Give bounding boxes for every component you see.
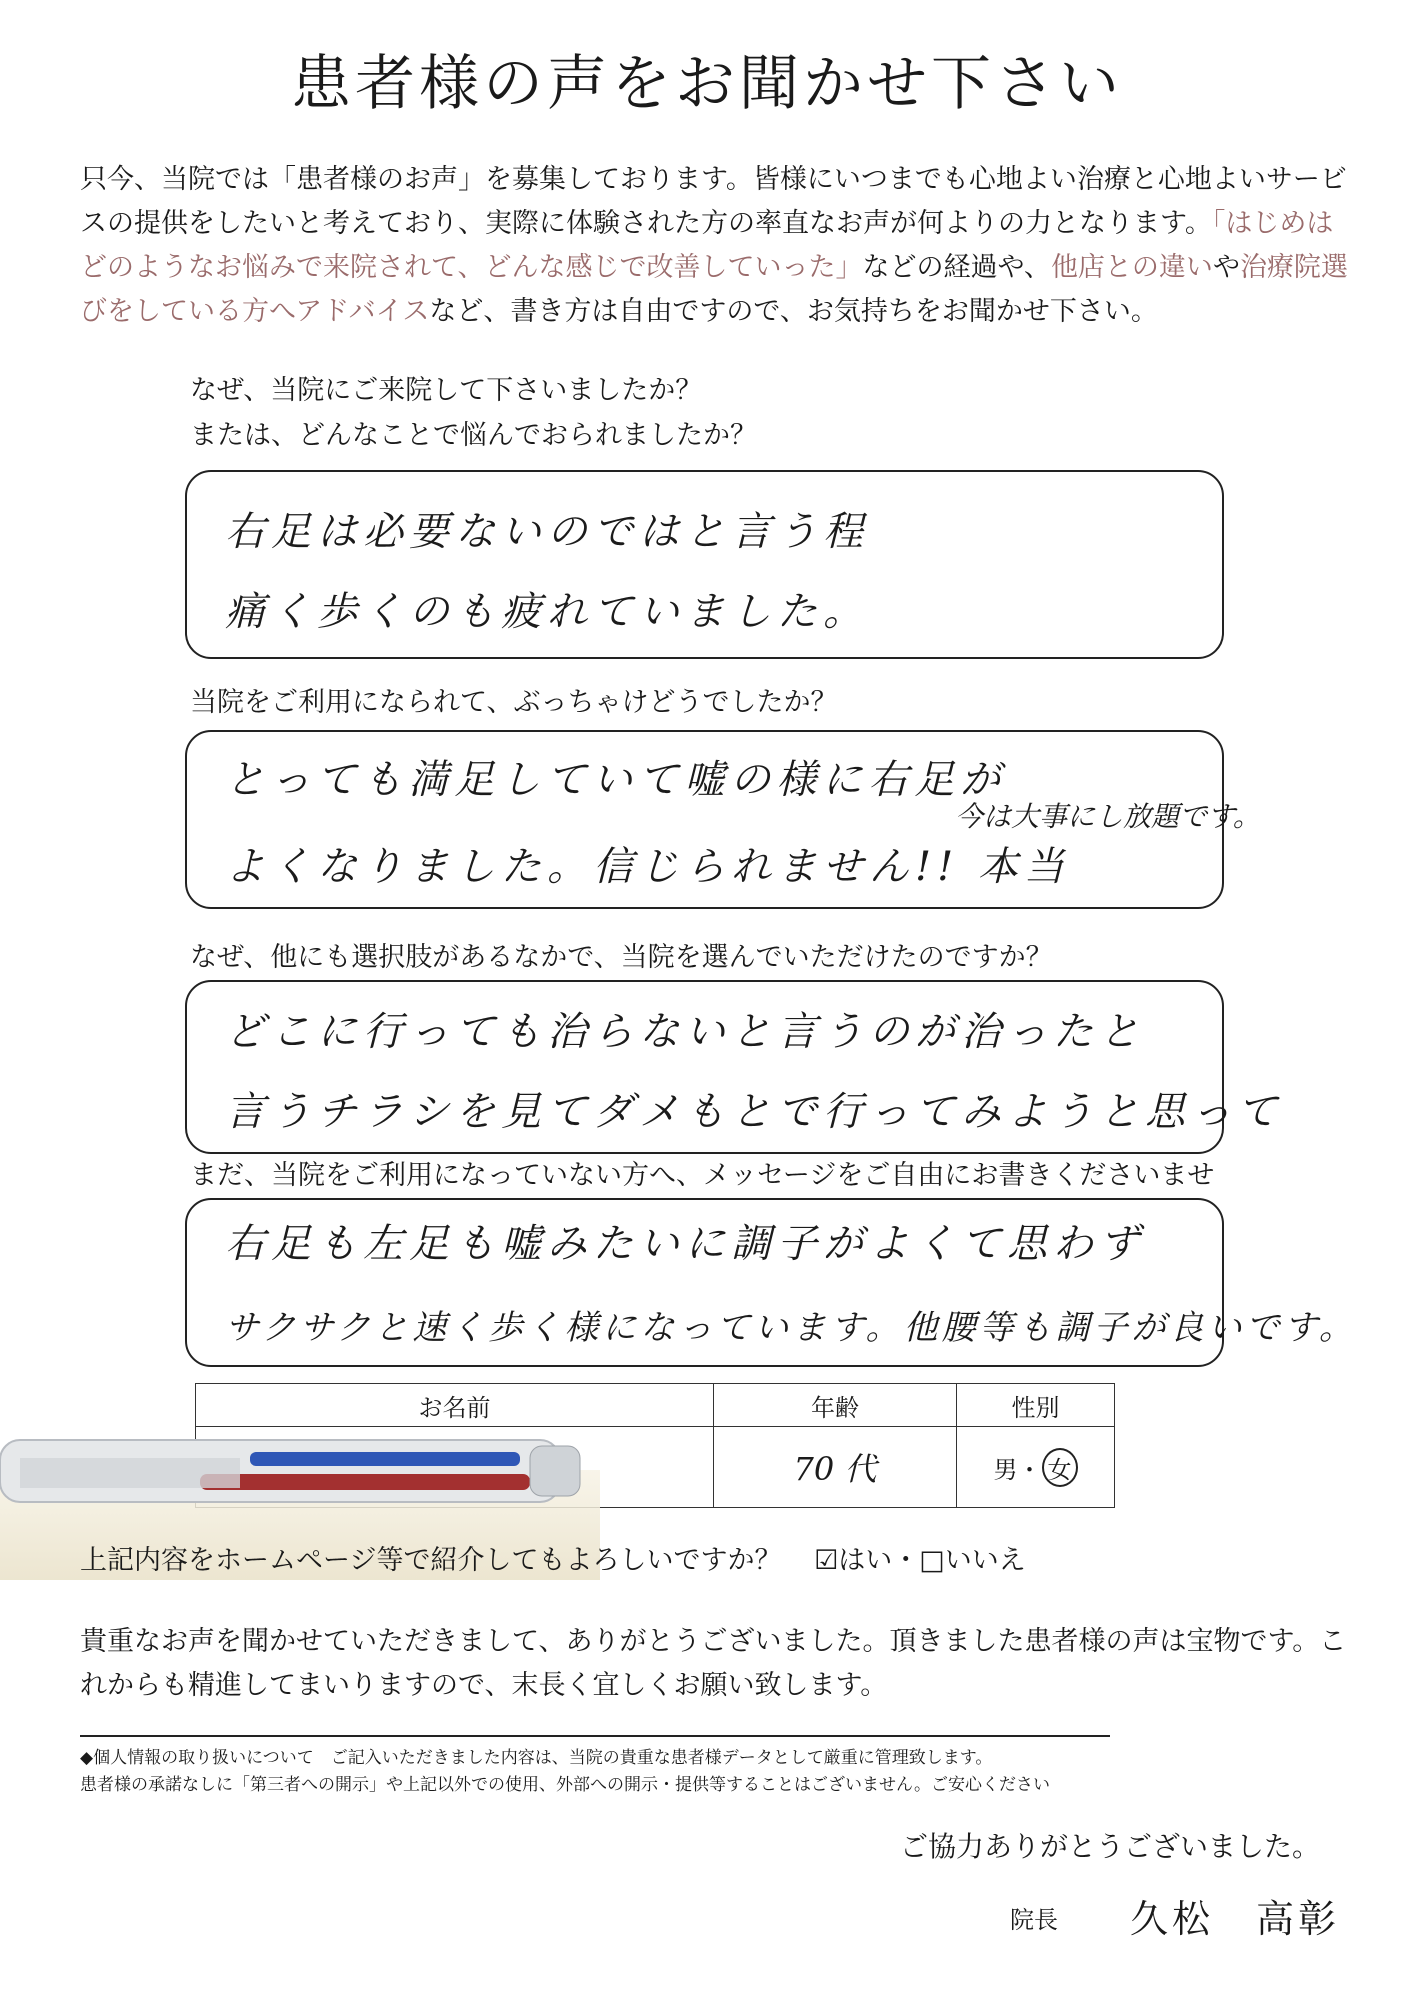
closing-text: ご協力ありがとうございました。	[900, 1830, 1321, 1863]
consent-question: 上記内容をホームページ等で紹介してもよろしいですか？	[80, 1545, 782, 1576]
consent-yes[interactable]: ☑はい	[814, 1545, 893, 1576]
gender-separator: ・	[1017, 1455, 1042, 1484]
name-header: お名前	[196, 1384, 714, 1427]
answer-2-note: 今は大事にし放題です。	[955, 800, 1261, 833]
answer-3-line2: 言うチラシを見てダメもとで行ってみようと思って	[225, 1089, 1283, 1135]
thanks-paragraph: 貴重なお声を聞かせていただきまして、ありがとうございました。頂きました患者様の声は宝物です。これからも精進してまいりますので、末長く宜しくお願い致します。	[80, 1626, 1347, 1701]
intro-text-4: など、書き方は自由ですので、お気持ちをお聞かせ下さい。	[429, 296, 1158, 327]
consent-no[interactable]: □いいえ	[919, 1545, 1026, 1576]
answer-1-line2: 痛く歩くのも疲れていました。	[225, 589, 869, 635]
age-value: 70 代	[793, 1450, 877, 1488]
consent-separator: ・	[892, 1545, 920, 1576]
intro-paragraph	[80, 158, 1360, 334]
answer-3-line1: どこに行っても治らないと言うのが治ったと	[225, 1009, 1145, 1055]
gender-cell[interactable]	[957, 1427, 1115, 1508]
answer-4-line1: 右足も左足も嘘みたいに調子がよくて思わず	[225, 1221, 1145, 1267]
gender-male[interactable]: 男	[993, 1455, 1018, 1484]
answer-1-line1: 右足は必要ないのではと言う程	[225, 509, 869, 555]
intro-highlight-2: 他店との違い	[1050, 252, 1213, 283]
signature-name: 久松 高彰	[1130, 1897, 1341, 1941]
pen-tip	[530, 1446, 580, 1496]
privacy-line-2: 患者様の承諾なしに「第三者への開示」や上記以外での使用、外部への開示・提供等することはございません。ご安心ください	[80, 1775, 1051, 1795]
age-cell[interactable]	[714, 1427, 957, 1508]
question-1-label-line2: または、どんなことで悩んでおられましたか？	[190, 420, 757, 451]
page-title: 患者様の声をお聞かせ下さい	[291, 49, 1123, 119]
privacy-line-1: ◆個人情報の取り扱いについて ご記入いただきました内容は、当院の貴重な患者様データとして厳重に管理致します。	[80, 1748, 993, 1768]
pen-blue-refill	[250, 1452, 520, 1466]
intro-highlight-3: 治療院選びをしている方へアドバイス	[80, 252, 1348, 327]
intro-text-3: や	[1212, 252, 1240, 283]
question-1-label-line1: なぜ、当院にご来院して下さいましたか？	[190, 375, 703, 406]
consent-row	[80, 1538, 1026, 1577]
footer-divider	[80, 1735, 1110, 1737]
answer-4-line2: サクサクと速く歩く様になっています。他腰等も調子が良いです。	[225, 1308, 1357, 1348]
pen-grip	[20, 1458, 240, 1488]
signature-role: 院長	[1010, 1906, 1058, 1934]
pen-red-refill	[200, 1474, 530, 1490]
gender-header: 性別	[957, 1384, 1115, 1427]
gender-female-circled[interactable]: 女	[1042, 1448, 1078, 1487]
intro-text-1: 只今、当院では「患者様のお声」を募集しております。皆様にいつまでも心地よい治療と心地よいサービスの提供をしたいと考えており、実際に体験された方の率直なお声が何よりの力となります。	[80, 164, 1347, 239]
question-3-label: なぜ、他にも選択肢があるなかで、当院を選んでいただけたのですか？	[190, 942, 1053, 973]
question-2-label: 当院をご利用になられて、ぶっちゃけどうでしたか？	[190, 687, 838, 718]
answer-2-line2: よくなりました。信じられません!! 本当	[225, 844, 1070, 890]
intro-text-2: などの経過や、	[862, 252, 1051, 283]
intro-highlight-1: 「はじめはどのようなお悩みで来院されて、どんな感じで改善していった」	[80, 208, 1334, 283]
answer-2-line1: とっても満足していて嘘の様に右足が	[225, 757, 1007, 803]
age-header: 年齢	[714, 1384, 957, 1427]
question-4-label: まだ、当院をご利用になっていない方へ、メッセージをご自由にお書きくださいませ	[190, 1160, 1215, 1191]
